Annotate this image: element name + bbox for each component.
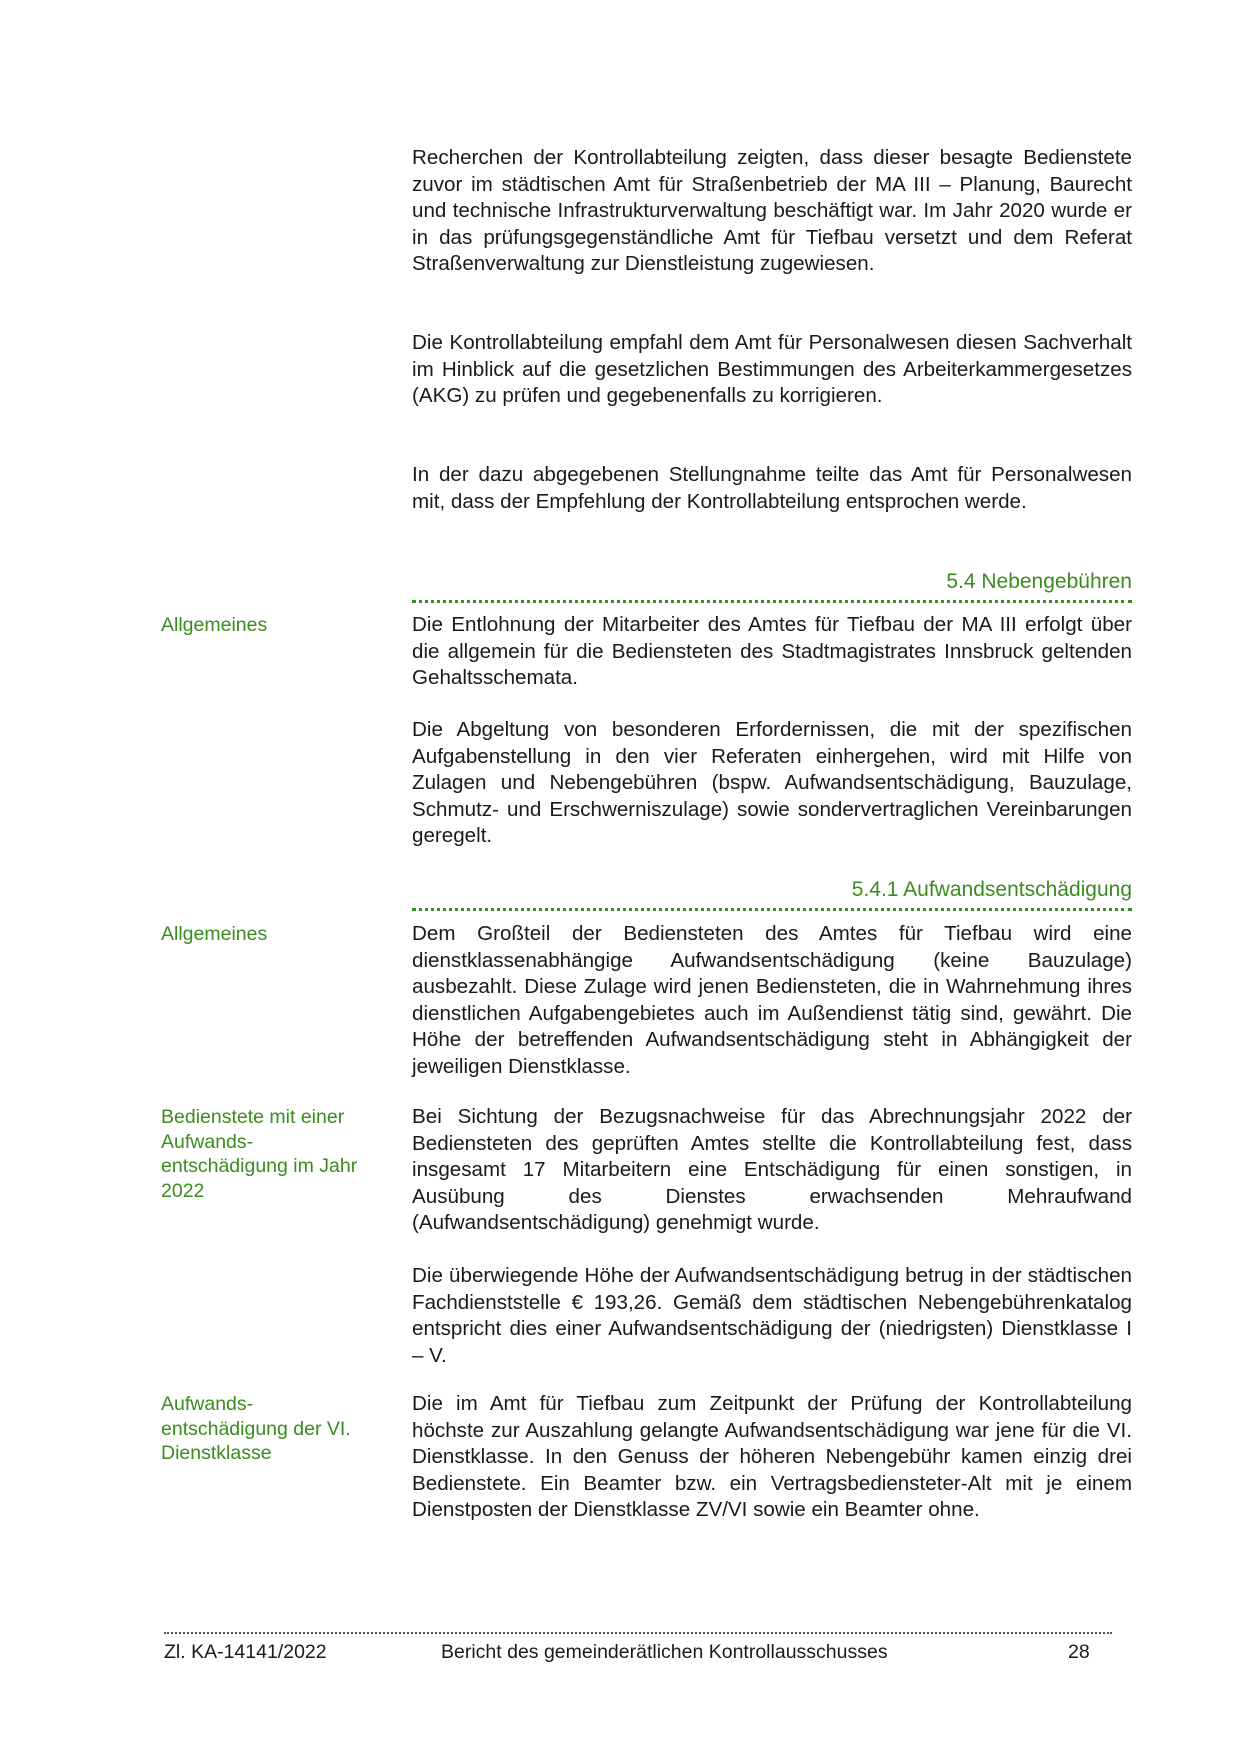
paragraph-recommendation: Die Kontrollabteilung empfahl dem Amt für Personalwesen diesen Sachverhalt im Hinblick auf die gesetzlichen Bestimmungen des Arbeiterkammergesetzes (AKG) zu prüfen und gegebenenfalls zu korrigieren. [412, 331, 1132, 408]
section-heading-text: 5.4 Nebengebühren [946, 570, 1132, 593]
footer-dotted-rule [164, 1632, 1112, 1634]
heading-dotted-rule [412, 908, 1132, 911]
margin-note-allgemeines-2: Allgemeines [161, 923, 268, 945]
footer-reference: Zl. KA-14141/2022 [164, 1641, 327, 1663]
page-number: 28 [1068, 1641, 1090, 1663]
section-heading-aufwandsentschaedigung [412, 876, 1132, 911]
paragraph-salary-schemes: Die Entlohnung der Mitarbeiter des Amtes für Tiefbau der MA III erfolgt über die allgemein für die Bediensteten des Stadtmagistrates Innsbruck geltenden Gehaltsschemata. [412, 613, 1132, 690]
margin-note-allgemeines: Allgemeines [161, 614, 268, 636]
paragraph-class-vi: Die im Amt für Tiefbau zum Zeitpunkt der Prüfung der Kontrollabteilung höchste zur Auszahlung gelangte Aufwandsentschädigung war jene für die VI. Dienstklasse. In den Genuss der höheren Nebengebühr kamen einzig drei Bedienstete. Ein Beamter bzw. ein Vertragsbediensteter-Alt mit je einem Dienstposten der Dienstklasse ZV/VI sowie ein Beamter ohne. [412, 1392, 1132, 1522]
paragraph-expense-allowance: Dem Großteil der Bediensteten des Amtes für Tiefbau wird eine dienstklassenabhängige Aufwandsentschädigung (keine Bauzulage) ausbezahlt. Diese Zulage wird jenen Bediensteten, die in Wahrnehmung ihres dienstlichen Aufgabengebietes auch im Außendienst tätig sind, gewährt. Die Höhe der betreffenden Aufwandsentschädigung steht in Abhängigkeit der jeweiligen Dienstklasse. [412, 922, 1132, 1078]
section-heading-nebengebuehren [412, 568, 1132, 603]
paragraph-personnel-history: Recherchen der Kontrollabteilung zeigten, dass dieser besagte Bedienstete zuvor im städtischen Amt für Straßenbetrieb der MA III – Planung, Baurecht und technische Infrastrukturverwaltung beschäftigt war. Im Jahr 2020 wurde er in das prüfungsgegenständliche Amt für Tiefbau versetzt und dem Referat Straßenverwaltung zur Dienstleistung zugewiesen. [412, 146, 1132, 276]
subsection-heading-text: 5.4.1 Aufwandsentschädigung [851, 878, 1132, 901]
paragraph-reference-evidence: Bei Sichtung der Bezugsnachweise für das Abrechnungsjahr 2022 der Bediensteten des geprüften Amtes stellte die Kontrollabteilung fest, dass insgesamt 17 Mitarbeitern eine Entschädigung für einen sonstigen, in Ausübung des Dienstes erwachsenden Mehraufwand (Aufwandsentschädigung) genehmigt wurde. [412, 1105, 1132, 1235]
paragraph-allowances: Die Abgeltung von besonderen Erfordernissen, die mit der spezifischen Aufgabenstellung in den vier Referaten einhergehen, wird mit Hilfe von Zulagen und Nebengebühren (bspw. Aufwandsentschädigung, Bauzulage, Schmutz- und Erschwerniszulage) sowie sondervertraglichen Vereinbarungen geregelt. [412, 718, 1132, 848]
margin-note-bedienstete-2022: Bedienstete mit einer Aufwandsentschädigung im Jahr 2022 [161, 1106, 358, 1202]
margin-note-dienstklasse-vi: Aufwandsentschädigung der VI. Dienstklasse [161, 1393, 351, 1464]
heading-dotted-rule [412, 600, 1132, 603]
paragraph-amount: Die überwiegende Höhe der Aufwandsentschädigung betrug in der städtischen Fachdienststelle € 193,26. Gemäß dem städtischen Nebengebührenkatalog entspricht dies einer Aufwandsentschädigung der (niedrigsten) Dienstklasse I – V. [412, 1264, 1132, 1367]
footer-title: Bericht des gemeinderätlichen Kontrollausschusses [441, 1641, 888, 1663]
paragraph-statement: In der dazu abgegebenen Stellungnahme teilte das Amt für Personalwesen mit, dass der Empfehlung der Kontrollabteilung entsprochen werde. [412, 463, 1132, 513]
